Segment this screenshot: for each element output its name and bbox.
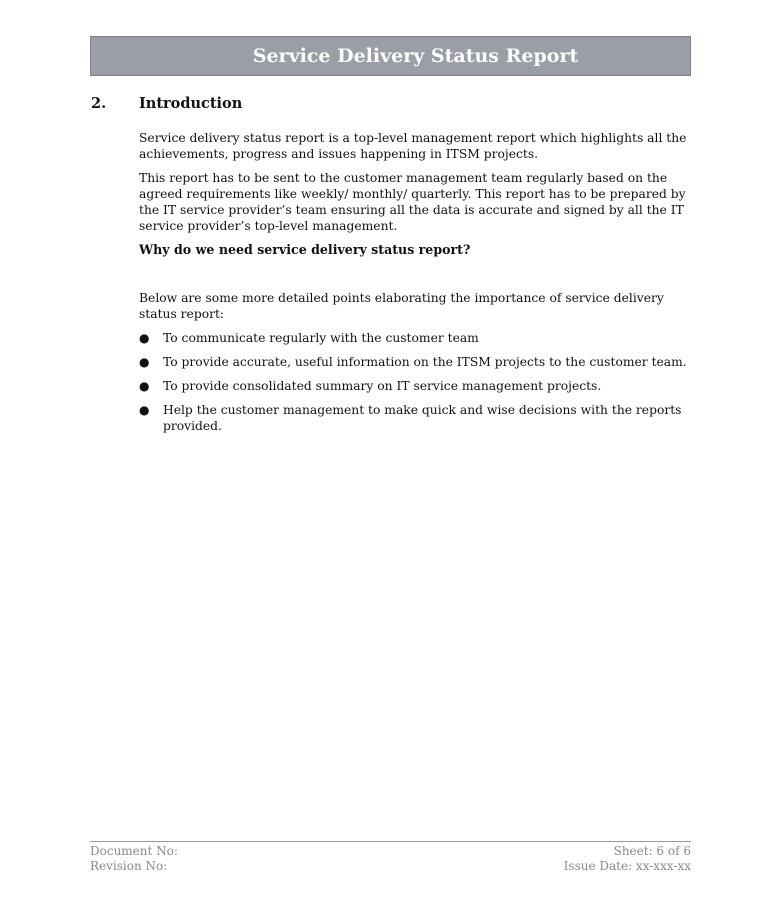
list-item-text: To communicate regularly with the customer team bbox=[163, 331, 479, 345]
issue-date: Issue Date: xx-xxx-xx bbox=[563, 859, 691, 873]
list-item bbox=[139, 330, 691, 346]
document-number: Document No: bbox=[90, 844, 178, 858]
lead-paragraph: Below are some more detailed points elaborating the importance of service delivery status report: bbox=[139, 291, 664, 321]
bullet-icon: ● bbox=[139, 331, 150, 345]
bullet-icon: ● bbox=[139, 403, 150, 417]
section-heading bbox=[91, 95, 691, 112]
section-title: Introduction bbox=[139, 95, 243, 112]
list-item bbox=[139, 354, 691, 370]
bullet-icon: ● bbox=[139, 379, 150, 393]
list-item bbox=[139, 402, 691, 434]
section-content bbox=[139, 130, 691, 434]
paragraph: Service delivery status report is a top-level management report which highlights all the achievements, progress and issues happening in ITSM projects. bbox=[139, 131, 687, 161]
section-number: 2. bbox=[91, 95, 107, 112]
footer-row bbox=[90, 844, 691, 859]
page-footer bbox=[90, 841, 691, 874]
list-item bbox=[139, 378, 691, 394]
bullet-icon: ● bbox=[139, 355, 150, 369]
bullet-list bbox=[139, 330, 691, 434]
list-item-text: Help the customer management to make quick and wise decisions with the reports provided. bbox=[163, 403, 682, 433]
revision-number: Revision No: bbox=[90, 859, 168, 873]
paragraph: This report has to be sent to the customer management team regularly based on the agreed requirements like weekly/ monthly/ quarterly. This report has to be prepared by the IT service provider’s team ensuring all the data is accurate and signed by all the IT service provider’s top-level management. bbox=[139, 171, 686, 233]
header-bar bbox=[90, 36, 691, 76]
list-item-text: To provide consolidated summary on IT service management projects. bbox=[163, 379, 602, 393]
list-item-text: To provide accurate, useful information on the ITSM projects to the customer team. bbox=[163, 355, 687, 369]
sheet-number: Sheet: 6 of 6 bbox=[613, 844, 691, 858]
document-title: Service Delivery Status Report bbox=[252, 45, 579, 67]
footer-row bbox=[90, 859, 691, 874]
introduction-section bbox=[91, 95, 691, 442]
subheading: Why do we need service delivery status report? bbox=[139, 242, 471, 257]
